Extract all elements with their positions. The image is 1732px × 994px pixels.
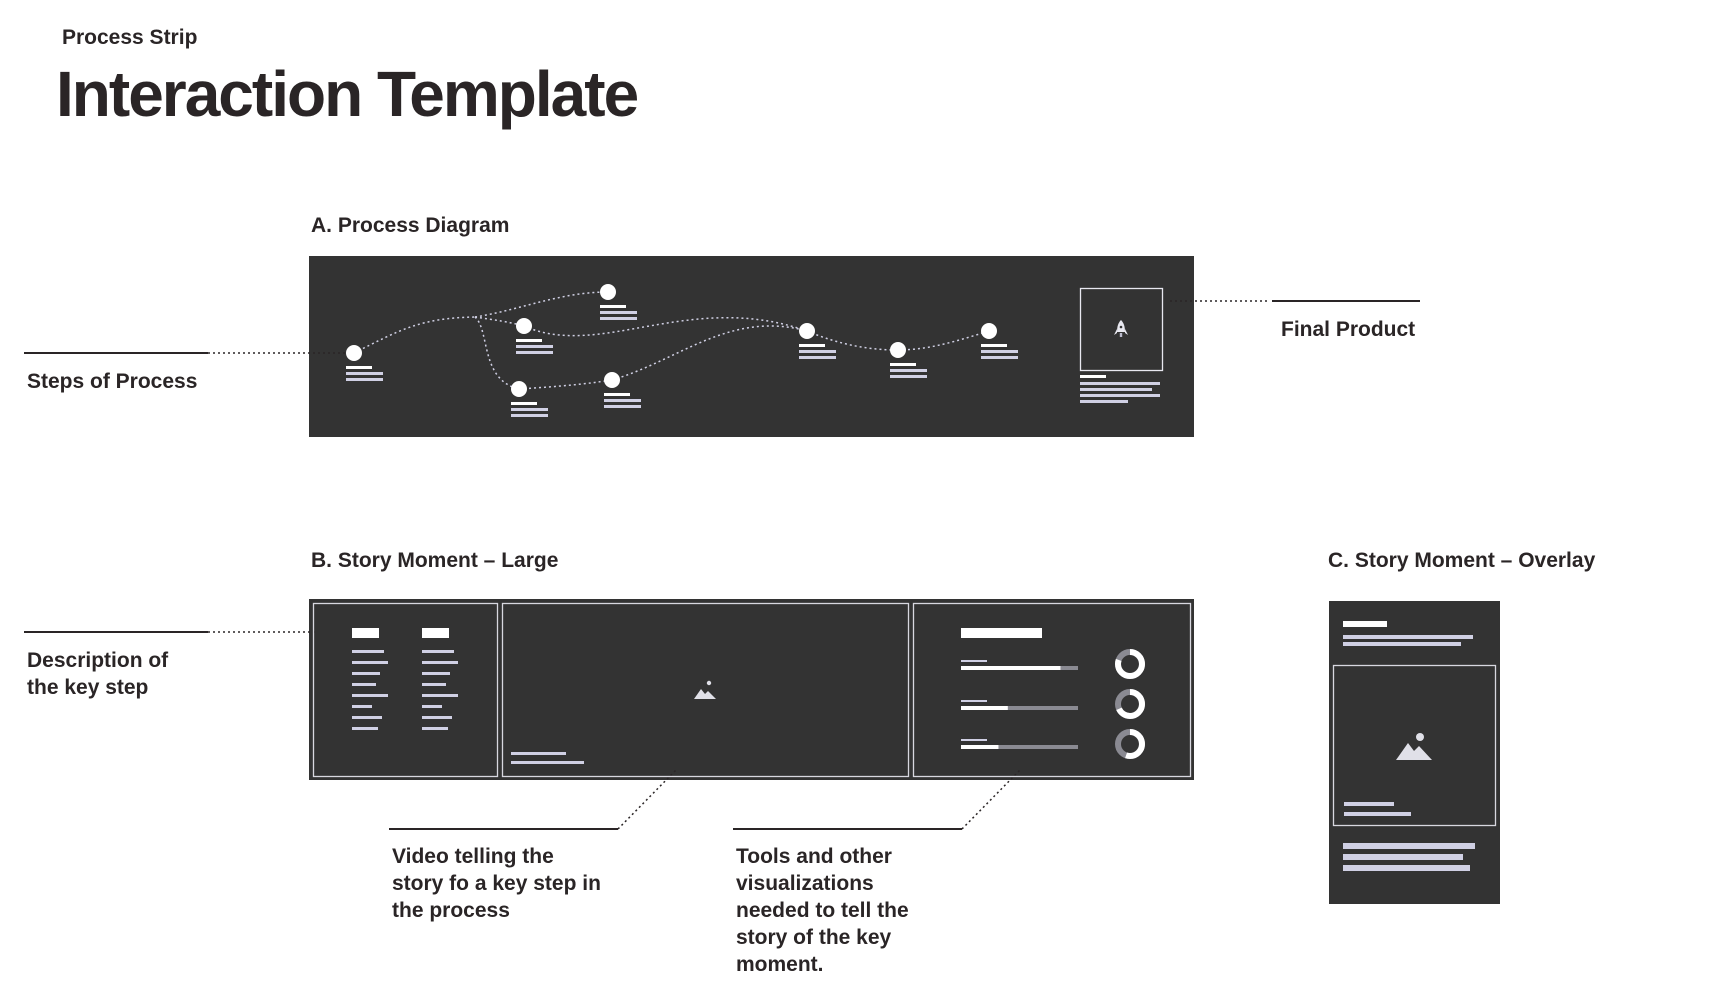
node-captions [346, 305, 1018, 417]
final-product-label: Final Product [1281, 318, 1416, 341]
progress-label-3 [961, 739, 987, 741]
overlay-media-caption [1344, 802, 1411, 816]
process-connectors [354, 292, 989, 389]
video-label-line-3: the process [392, 899, 510, 922]
process-step-node-1 [346, 345, 362, 361]
video-label-line-1: Video telling the [392, 845, 554, 868]
section-c-title: C. Story Moment – Overlay [1328, 549, 1596, 572]
process-step-node-4 [511, 381, 527, 397]
tools-label-line-4: story of the key [736, 926, 892, 949]
video-label-line-2: story fo a key step in [392, 872, 601, 895]
process-step-node-7 [890, 342, 906, 358]
progress-fill-2 [961, 706, 1008, 710]
video-label [392, 843, 601, 924]
progress-fill-3 [961, 745, 998, 749]
section-a-title: A. Process Diagram [311, 214, 510, 237]
process-step-node-8 [981, 323, 997, 339]
process-step-node-5 [604, 372, 620, 388]
progress-fill-1 [961, 666, 1060, 670]
video-caption [511, 752, 584, 764]
tools-label [736, 843, 909, 978]
overlay-image-placeholder-icon [1396, 733, 1432, 760]
final-product-caption [1080, 375, 1160, 403]
process-step-node-2 [600, 284, 616, 300]
image-placeholder-icon [694, 681, 716, 699]
tools-progress-bars [961, 660, 1078, 749]
progress-label-2 [961, 700, 987, 702]
rocket-icon [1114, 320, 1128, 337]
description-label-line-1: Description of [27, 649, 169, 672]
tools-header-bar [961, 628, 1042, 638]
overlay-header-text [1343, 621, 1473, 646]
description-label-line-2: the key step [27, 676, 149, 699]
page-title: Interaction Template [56, 58, 638, 130]
progress-label-1 [961, 660, 987, 662]
tools-label-line-3: needed to tell the [736, 899, 909, 922]
tools-label-line-2: visualizations [736, 872, 874, 895]
steps-of-process-label: Steps of Process [27, 370, 198, 393]
description-text-columns [352, 628, 458, 730]
leader-lines [24, 301, 1420, 829]
overlay-media-frame [1334, 666, 1496, 826]
tools-label-line-1: Tools and other [736, 845, 892, 868]
page-subtitle: Process Strip [62, 26, 198, 49]
description-label [27, 647, 168, 701]
tools-label-line-5: moment. [736, 953, 824, 976]
overlay-body-text [1343, 843, 1475, 871]
tools-donut-gauges [1118, 652, 1142, 756]
section-b-title: B. Story Moment – Large [311, 549, 559, 572]
process-step-node-3 [516, 318, 532, 334]
process-step-node-6 [799, 323, 815, 339]
process-nodes [346, 284, 997, 397]
